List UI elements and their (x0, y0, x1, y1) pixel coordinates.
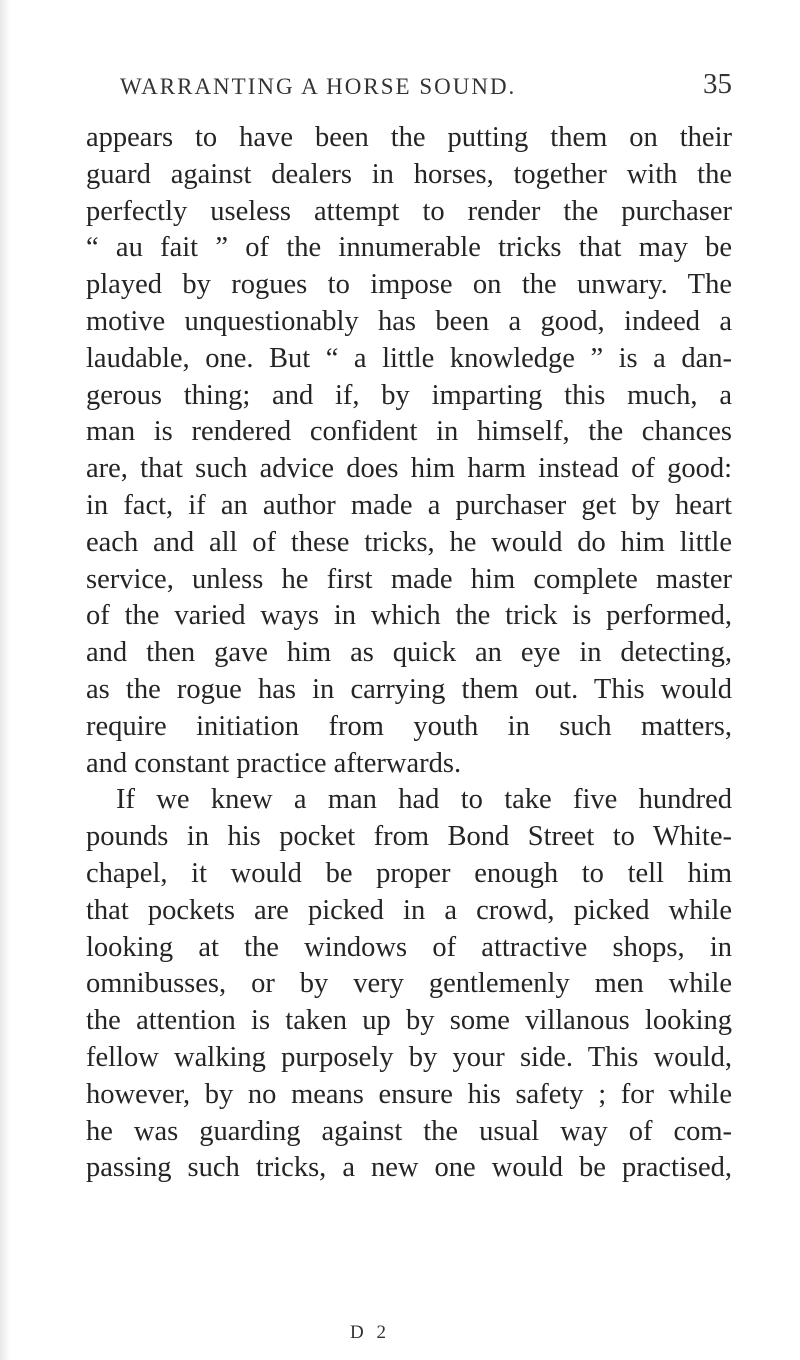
text-line: pounds in his pocket from Bond Street to White- (86, 821, 732, 853)
text-line: perfectly useless attempt to render the purchaser (86, 195, 732, 227)
text-line: each and all of these tricks, he would do him little (86, 526, 732, 558)
text-line: and then gave him as quick an eye in detecting, (86, 637, 732, 669)
text-line: the attention is taken up by some villanous looking (86, 1005, 732, 1037)
text-line: are, that such advice does him harm instead of good: (86, 453, 732, 485)
text-line: laudable, one. But “ a little knowledge ” is a dan- (86, 342, 732, 374)
text-line: he was guarding against the usual way of com- (86, 1115, 732, 1147)
signature-mark: D 2 (350, 1322, 390, 1343)
paragraph-start-line: If we knew a man had to take five hundred (116, 784, 732, 816)
text-line: guard against dealers in horses, together with the (86, 158, 732, 190)
text-line: man is rendered confident in himself, the chances (86, 416, 732, 448)
text-line: chapel, it would be proper enough to tell him (86, 857, 732, 889)
text-line: omnibusses, or by very gentlemenly men while (86, 968, 732, 1000)
text-line: motive unquestionably has been a good, indeed a (86, 305, 732, 337)
text-line: require initiation from youth in such matters, (86, 710, 732, 742)
page-number: 35 (703, 68, 732, 100)
text-line: passing such tricks, a new one would be practised, (86, 1152, 732, 1184)
text-line: of the varied ways in which the trick is performed, (86, 600, 732, 632)
text-line: as the rogue has in carrying them out. This would (86, 673, 732, 705)
text-line: however, by no means ensure his safety ; for while (86, 1078, 732, 1110)
text-line: fellow walking purposely by your side. This would, (86, 1041, 732, 1073)
text-line: looking at the windows of attractive shops, in (86, 931, 732, 963)
text-line: appears to have been the putting them on their (86, 122, 732, 153)
text-line: played by rogues to impose on the unwary. The (86, 269, 732, 301)
text-line: that pockets are picked in a crowd, picked while (86, 894, 732, 926)
text-line: gerous thing; and if, by imparting this much, a (86, 379, 732, 411)
page-footer (0, 1322, 800, 1344)
text-line: in fact, if an author made a purchaser get by heart (86, 489, 732, 521)
text-line: service, unless he first made him complete master (86, 563, 732, 595)
paragraph-end-line: and constant practice afterwards. (86, 747, 462, 779)
gutter-shadow (0, 0, 10, 1360)
text-line: “ au fait ” of the innumerable tricks that may be (86, 232, 732, 264)
body-text (86, 120, 732, 1187)
running-head: WARRANTING A HORSE SOUND. (120, 74, 517, 99)
page-header (86, 70, 732, 106)
